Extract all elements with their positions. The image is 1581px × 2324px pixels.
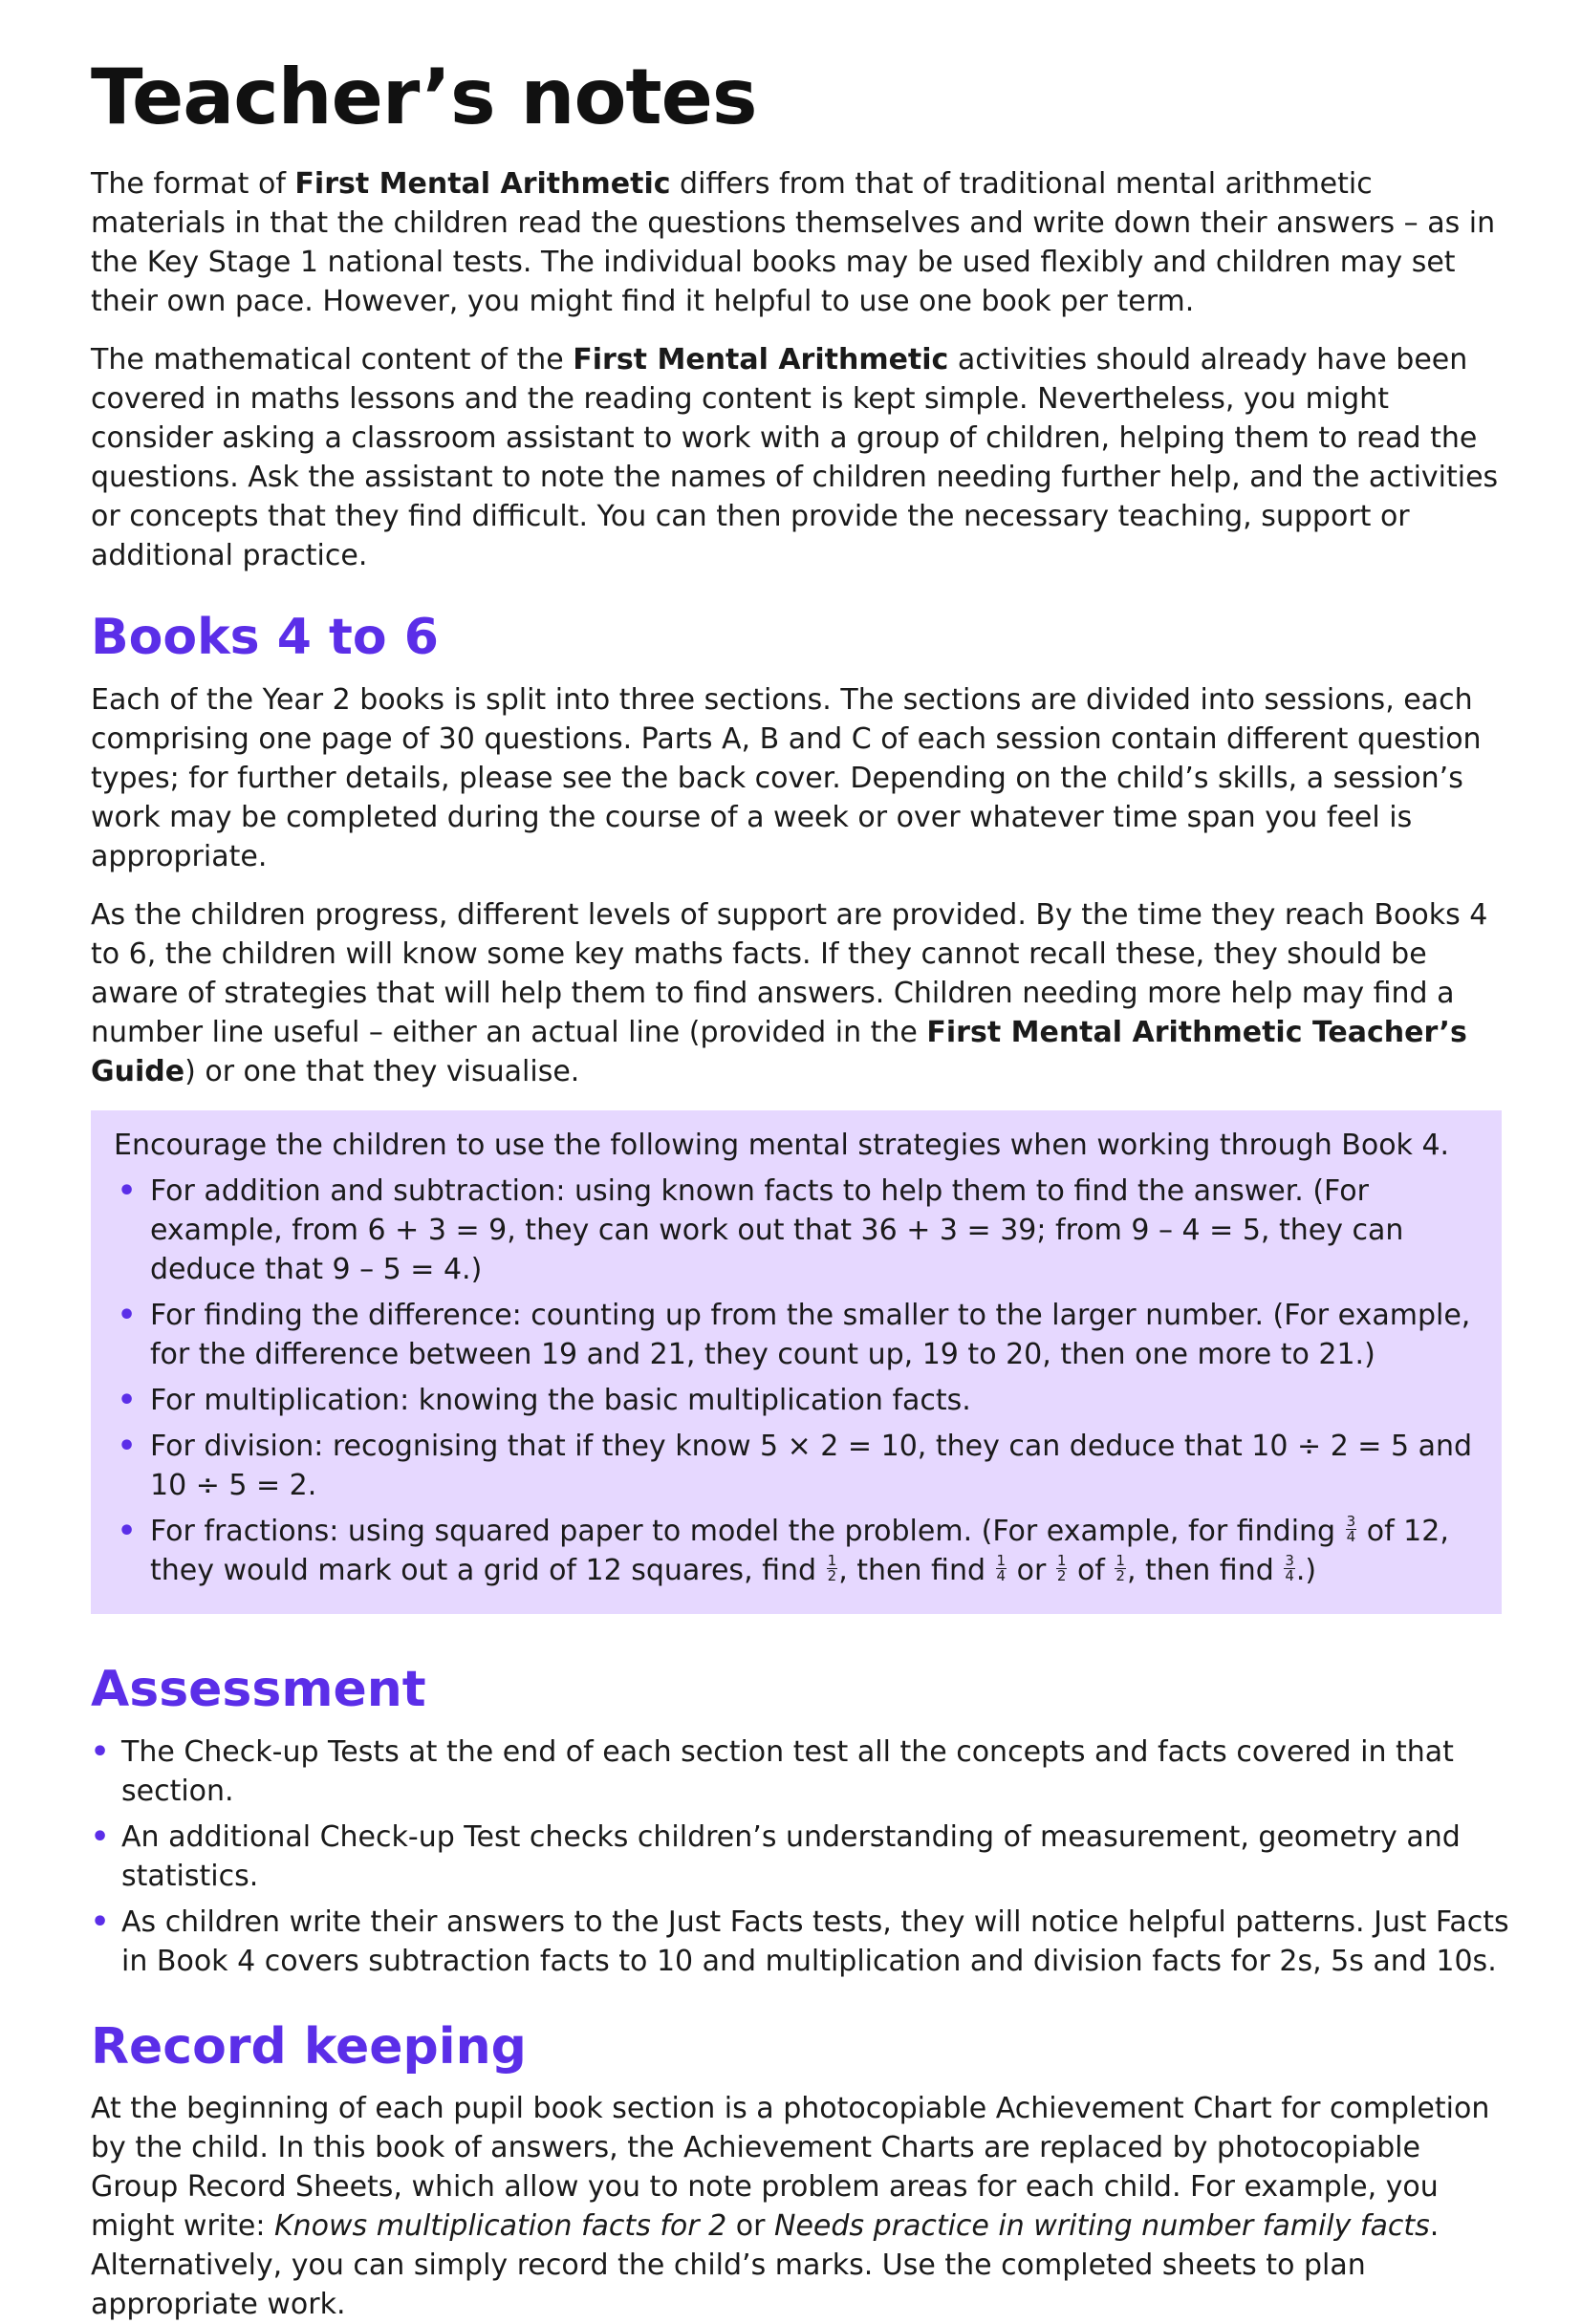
bullet-icon: • [118, 1429, 137, 1463]
books-paragraph-2: As the children progress, different levels of support are provided. By the time they reach Books 4 to 6, the children will know some key maths facts. If they cannot recall these, they should be aware of strategies that will help them to find answers. Children needing more help may find a number line useful – either an actual line (provided in the First Mental Arithmetic Teacher’s Guide) or one that they visualise. [91, 897, 1488, 1088]
bullet-icon: • [91, 1819, 110, 1854]
bullet-icon: • [118, 1514, 137, 1548]
books-paragraph-1: Each of the Year 2 books is split into three sections. The sections are divided into sessions, each comprising one page of 30 questions. Parts A, B and C of each session contain different question types; for further details, please see the back cover. Depending on the child’s skills, a session’s work may be completed during the course of a week or over whatever time span you feel is appropriate. [91, 682, 1482, 873]
assessment-item: • The Check-up Tests at the end of each section test all the concepts and facts covered in that section. [91, 1732, 1515, 1811]
record-keeping-heading: Record keeping [91, 2017, 527, 2076]
callout-intro: Encourage the children to use the following mental strategies when working through Book 4. [114, 1128, 1450, 1162]
bullet-icon: • [118, 1383, 137, 1417]
example-note-1: Knows multiplication facts for 2 [273, 2209, 727, 2244]
assessment-item: • An additional Check-up Test checks children’s understanding of measurement, geometry and statistics. [91, 1818, 1515, 1896]
bullet-icon: • [91, 1904, 110, 1939]
fraction-quarter: $\frac{1}{4}$ [996, 1551, 1007, 1584]
strategy-item-addition: • For addition and subtraction: using known facts to help them to find the answer. (For example, from 6 + 3 = 9, they can work out that 36 + 3 = 39; from 9 – 4 = 5, they can deduce that 9 – 5 = 4.) [114, 1172, 1483, 1289]
assessment-list [91, 1732, 1515, 1981]
bullet-icon: • [91, 1734, 110, 1769]
fraction-half: $\frac{1}{2}$ [1056, 1551, 1067, 1584]
content [91, 55, 1515, 2324]
assessment-heading: Assessment [91, 1660, 426, 1718]
fraction-three-quarters: $\frac{3}{4}$ [1285, 1551, 1294, 1584]
strategies-list [114, 1172, 1483, 1590]
bullet-icon: • [118, 1298, 137, 1332]
intro-paragraph-1: The format of First Mental Arithmetic differs from that of traditional mental arithmetic materials in that the children read the questions themselves and write down their answers – as in the Key Stage 1 national tests. The individual books may be used flexibly and children may set their own pace. However, you might find it helpful to use one book per term. [91, 167, 1496, 318]
product-name: First Mental Arithmetic [573, 343, 949, 377]
strategy-item-division: • For division: recognising that if they know 5 × 2 = 10, they can deduce that 10 ÷ 2 = 5 and 10 ÷ 5 = 2. [114, 1427, 1483, 1505]
example-note-2: Needs practice in writing number family facts [774, 2209, 1430, 2244]
fraction-half: $\frac{1}{2}$ [1115, 1551, 1125, 1584]
strategy-item-fractions: • For fractions: using squared paper to model the problem. (For example, for finding $\frac{3}{4}$ of 12, they would mark out a grid of 12 squares, find $\frac{1}{2}$ , then find $\frac{1}{4}$ or $\frac{1}{2}$ of $\frac{1}{2}$ , then find $\frac{3}{4}$ .) [118, 1512, 1449, 1587]
books-heading: Books 4 to 6 [91, 609, 439, 666]
assessment-item: • As children write their answers to the Just Facts tests, they will notice helpful patterns. Just Facts in Book 4 covers subtraction facts to 10 and multiplication and division facts for 2s, 5s and 10s. [91, 1903, 1515, 1981]
teachers-guide-name: First Mental Arithmetic Teacher’s Guide [91, 1015, 1467, 1088]
product-name: First Mental Arithmetic [294, 167, 671, 201]
fraction-half: $\frac{1}{2}$ [827, 1551, 837, 1584]
intro-paragraph-2: The mathematical content of the First Mental Arithmetic activities should already have been covered in maths lessons and the reading content is kept simple. Nevertheless, you might consider asking a classroom assistant to work with a group of children, helping them to read the questions. Ask the assistant to note the names of children needing further help, and the activities or concepts that they find difficult. You can then provide the necessary teaching, support or additional practice. [91, 343, 1499, 572]
fraction-three-quarters: $\frac{3}{4}$ [1346, 1512, 1356, 1545]
page-title: Teacher’s notes [91, 53, 757, 141]
record-keeping-paragraph: At the beginning of each pupil book section is a photocopiable Achievement Chart for completion by the child. In this book of answers, the Achievement Charts are replaced by photocopiable Group Record Sheets, which allow you to note problem areas for each child. For example, you might write: Knows multiplication facts for 2 or Needs practice in writing number family facts. Alternatively, you can simply record the child’s marks. Use the completed sheets to plan appropriate work. [91, 2092, 1490, 2322]
strategy-item-multiplication: • For multiplication: knowing the basic multiplication facts. [114, 1381, 1483, 1420]
bullet-icon: • [118, 1173, 137, 1208]
strategies-callout-box [91, 1110, 1502, 1614]
strategy-item-difference: • For finding the difference: counting up from the smaller to the larger number. (For example, for the difference between 19 and 21, they count up, 19 to 20, then one more to 21.) [114, 1296, 1483, 1374]
